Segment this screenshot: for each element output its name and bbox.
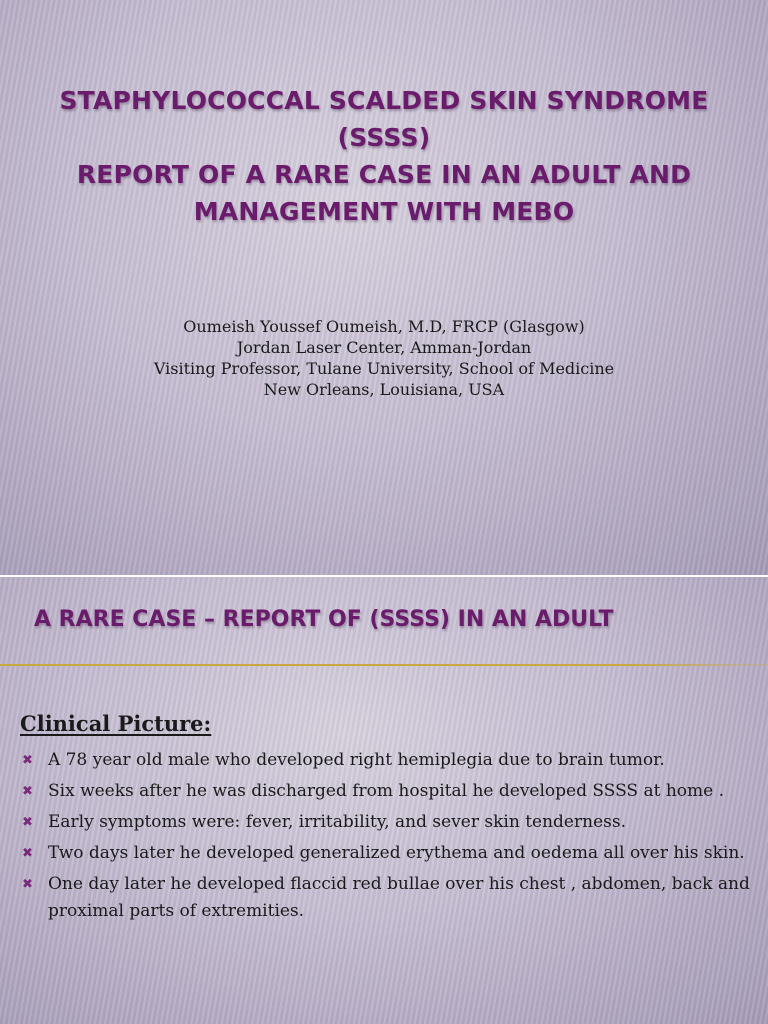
x-mark-icon: ✖ — [22, 815, 33, 830]
list-item — [20, 840, 750, 867]
slide-title — [20, 82, 748, 230]
bullet-text: One day later he developed flaccid red bullae over his chest , abdomen, back and proximal parts of extremities. — [48, 874, 750, 921]
slide-title: A RARE CASE – REPORT OF (SSSS) IN AN ADULT — [34, 607, 614, 632]
x-mark-icon: ✖ — [22, 877, 33, 892]
list-item — [20, 747, 750, 774]
bullet-text: A 78 year old male who developed right hemiplegia due to brain tumor. — [48, 750, 665, 770]
x-mark-icon: ✖ — [22, 846, 33, 861]
bullet-text: Early symptoms were: fever, irritability, and sever skin tenderness. — [48, 812, 626, 832]
title-line: MANAGEMENT WITH MEBO — [193, 197, 575, 226]
author-line: Oumeish Youssef Oumeish, M.D, FRCP (Glasgow) — [183, 317, 585, 336]
title-line: STAPHYLOCOCCAL SCALDED SKIN SYNDROME (SSSS) — [59, 86, 709, 152]
list-item — [20, 778, 750, 805]
bullet-text: Two days later he developed generalized erythema and oedema all over his skin. — [48, 843, 745, 863]
author-line: Jordan Laser Center, Amman-Jordan — [236, 338, 532, 357]
list-item — [20, 871, 750, 925]
author-block — [40, 316, 728, 400]
x-mark-icon: ✖ — [22, 753, 33, 768]
bullet-list — [20, 747, 750, 929]
title-line: REPORT OF A RARE CASE IN AN ADULT AND — [76, 160, 692, 189]
x-mark-icon: ✖ — [22, 784, 33, 799]
title-rule — [0, 664, 768, 666]
case-report-slide — [0, 577, 768, 1024]
section-subheading: Clinical Picture: — [20, 711, 212, 736]
author-line: Visiting Professor, Tulane University, School of Medicine — [153, 359, 615, 378]
bullet-text: Six weeks after he was discharged from hospital he developed SSSS at home . — [48, 781, 725, 801]
list-item — [20, 809, 750, 836]
author-line: New Orleans, Louisiana, USA — [263, 380, 505, 399]
